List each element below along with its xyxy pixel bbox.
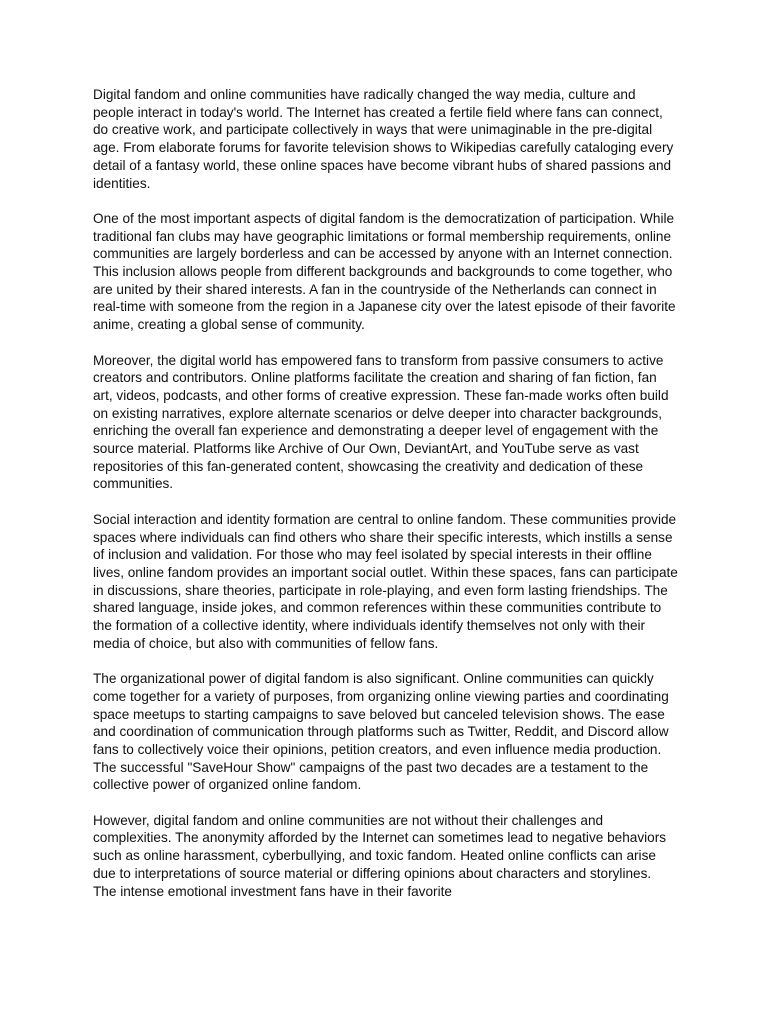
- paragraph-3: Moreover, the digital world has empowered fans to transform from passive consumers to active creators and contributors. Online platforms facilitate the creation and sharing of fan fiction, fan art, videos, podcasts, and other forms of creative expression. These fan-made works often build on existing narratives, explore alternate scenarios or delve deeper into character backgrounds, enriching the overall fan experience and demonstrating a deeper level of engagement with the source material. Platforms like Archive of Our Own, DeviantArt, and YouTube serve as vast repositories of this fan-generated content, showcasing the creativity and dedication of these communities.: [93, 352, 669, 492]
- paragraph-5: The organizational power of digital fandom is also significant. Online communities can quickly come together for a variety of purposes, from organizing online viewing parties and coordinating space meetups to starting campaigns to save beloved but canceled television shows. The ease and coordination of communication through platforms such as Twitter, Reddit, and Discord allow fans to collectively voice their opinions, petition creators, and even influence media production. The successful "SaveHour Show" campaigns of the past two decades are a testament to the collective power of organized online fandom.: [93, 671, 669, 793]
- paragraph-2: One of the most important aspects of digital fandom is the democratization of participation. While traditional fan clubs may have geographic limitations or formal membership requirements, online communities are largely borderless and can be accessed by anyone with an Internet connection. This inclusion allows people from different backgrounds and backgrounds to come together, who are united by their shared interests. A fan in the countryside of the Netherlands can connect in real-time with someone from the region in a Japanese city over the latest episode of their favorite anime, creating a global sense of community.: [93, 210, 676, 333]
- document-body: [93, 86, 678, 918]
- paragraph-6: However, digital fandom and online communities are not without their challenges and complexities. The anonymity afforded by the Internet can sometimes lead to negative behaviors such as online harassment, cyberbullying, and toxic fandom. Heated online conflicts can arise due to interpretations of source material or differing opinions about characters and storylines. The intense emotional investment fans have in their favorite: [93, 812, 667, 899]
- paragraph-1: Digital fandom and online communities have radically changed the way media, culture and people interact in today's world. The Internet has created a fertile field where fans can connect, do creative work, and participate collectively in ways that were unimaginable in the pre-digital age. From elaborate forums for favorite television shows to Wikipedias carefully cataloging every detail of a fantasy world, these online spaces have become vibrant hubs of shared passions and identities.: [93, 87, 674, 191]
- paragraph-4: Social interaction and identity formation are central to online fandom. These communities provide spaces where individuals can find others who share their specific interests, which instills a sense of inclusion and validation. For those who may feel isolated by special interests in their offline lives, online fandom provides an important social outlet. Within these spaces, fans can participate in discussions, share theories, participate in role-playing, and even form lasting friendships. The shared language, inside jokes, and common references within these communities contribute to the formation of a collective identity, where individuals identify themselves not only with their media of choice, but also with communities of fellow fans.: [93, 511, 678, 651]
